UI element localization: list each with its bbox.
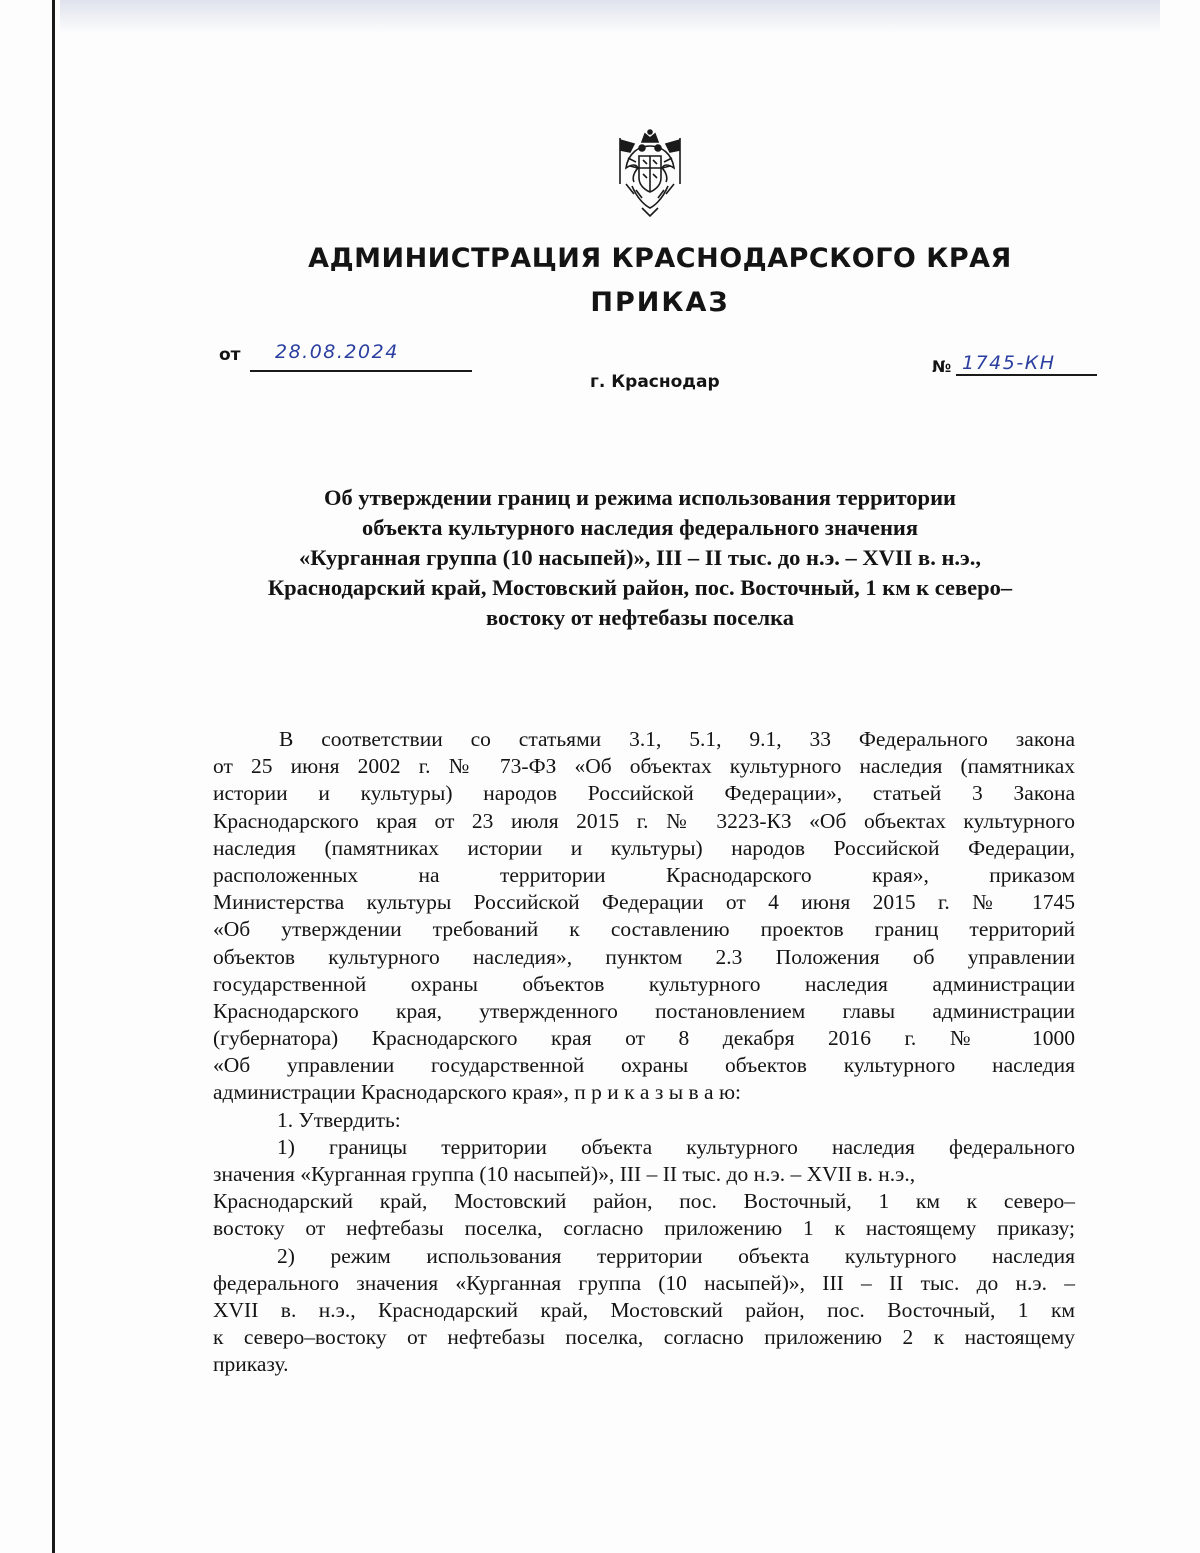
body-line: наследия (памятниках истории и культуры) народов Российской Федерации, xyxy=(213,835,1075,860)
body-line: 2) режим использования территории объекта культурного наследия xyxy=(277,1243,1075,1268)
body-line: истории и культуры) народов Российской Федерации», статьей 3 Закона xyxy=(213,781,1075,806)
body-line: государственной охраны объектов культурного наследия администрации xyxy=(213,971,1075,996)
body-line: значения «Курганная группа (10 насыпей)», III – II тыс. до н.э. – XVII в. н.э., xyxy=(213,1162,916,1186)
body-line: администрации Краснодарского края», п р и к а з ы в а ю: xyxy=(213,1080,742,1105)
scan-smudge xyxy=(60,0,1160,34)
body-line: 1. Утвердить: xyxy=(277,1107,401,1132)
document-type-title: ПРИКАЗ xyxy=(590,287,730,318)
body-line: XVII в. н.э., Краснодарский край, Мостовский район, пос. Восточный, 1 км xyxy=(213,1297,1075,1322)
body-line: Краснодарский край, Мостовский район, пос. Восточный, 1 км к северо– xyxy=(213,1189,1075,1214)
body-line: расположенных на территории Краснодарского края», приказом xyxy=(213,862,1075,887)
date-underline xyxy=(250,370,472,372)
organization-title: АДМИНИСТРАЦИЯ КРАСНОДАРСКОГО КРАЯ xyxy=(308,243,1012,274)
scan-left-edge xyxy=(52,0,55,1553)
number-label: № xyxy=(932,357,952,376)
handwritten-number: 1745-КН xyxy=(962,352,1056,374)
body-line: федерального значения «Курганная группа (10 насыпей)», III – II тыс. до н.э. – xyxy=(213,1270,1075,1295)
body-line: Министерства культуры Российской Федерации от 4 июня 2015 г. № 1745 xyxy=(213,890,1075,915)
subject-line: Об утверждении границ и режима использования территории xyxy=(323,485,957,510)
number-underline xyxy=(956,374,1097,376)
subject-line: Краснодарский край, Мостовский район, пос. Восточный, 1 км к северо– xyxy=(267,575,1013,600)
city-label: г. Краснодар xyxy=(590,372,720,392)
body-line: востоку от нефтебазы поселка, согласно приложению 1 к настоящему приказу; xyxy=(213,1216,1075,1241)
subject-line: объекта культурного наследия федерального значения xyxy=(361,515,919,540)
date-label: от xyxy=(219,345,241,365)
coat-of-arms-icon xyxy=(612,128,688,220)
document-body xyxy=(213,726,1075,1379)
body-line: Краснодарского края от 23 июля 2015 г. № 3223-КЗ «Об объектах культурного xyxy=(213,808,1075,833)
body-line: «Об утверждении требований к составлению проектов границ территорий xyxy=(213,917,1075,942)
body-line: к северо–востоку от нефтебазы поселка, согласно приложению 2 к настоящему xyxy=(213,1325,1075,1350)
body-line: В соответствии со статьями 3.1, 5.1, 9.1, 33 Федерального закона xyxy=(279,727,1075,751)
body-line: 1) границы территории объекта культурного наследия федерального xyxy=(277,1134,1075,1159)
body-line: «Об управлении государственной охраны объектов культурного наследия xyxy=(213,1053,1075,1078)
subject-line: «Курганная группа (10 насыпей)», III – II тыс. до н.э. – XVII в. н.э., xyxy=(298,545,982,570)
document-subject xyxy=(200,483,1080,633)
body-line: Краснодарского края, утвержденного постановлением главы администрации xyxy=(213,998,1075,1023)
body-line: приказу. xyxy=(213,1352,289,1377)
subject-line: востоку от нефтебазы поселка xyxy=(486,605,794,630)
body-line: (губернатора) Краснодарского края от 8 декабря 2016 г. № 1000 xyxy=(213,1026,1075,1051)
body-line: объектов культурного наследия», пунктом 2.3 Положения об управлении xyxy=(213,944,1075,969)
body-line: от 25 июня 2002 г. № 73-ФЗ «Об объектах культурного наследия (памятниках xyxy=(213,754,1075,779)
handwritten-date: 28.08.2024 xyxy=(275,341,399,363)
